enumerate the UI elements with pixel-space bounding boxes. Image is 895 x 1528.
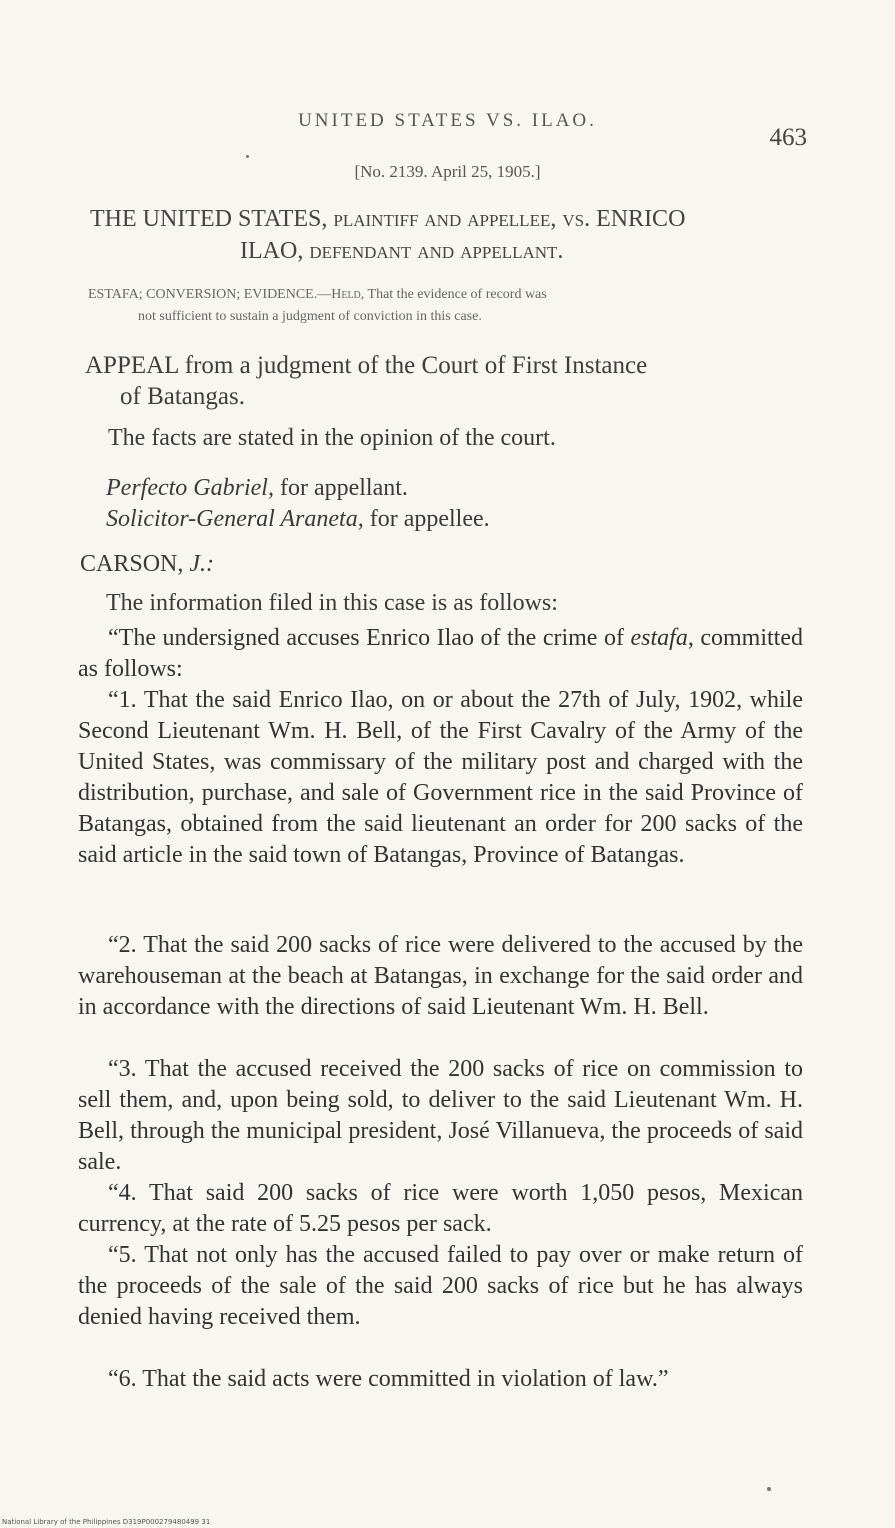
case-number: [No. 2139. April 25, 1905.] [354,162,541,181]
counsel-appellant [106,473,408,504]
counsel-appellee [106,504,490,535]
syllabus-heading: ESTAFA; CONVERSION; EVIDENCE.—Held, [88,287,365,302]
opinion-paragraph-3: “3. That the accused received the 200 sacks of rice on commission to sell them, and, upon being sold, to deliver to the said Lieutenant Wm. H. Bell, through the municipal president, José Villanueva, the proceeds of said sale. [78,1056,803,1175]
opinion-paragraph-6: “6. That the said acts were committed in violation of law.” [108,1366,669,1392]
opinion-paragraph-2: “2. That the said 200 sacks of rice were delivered to the accused by the warehouseman at the beach at Batangas, in exchange for the said order and in accordance with the directions of said Lieutenant Wm. H. Bell. [78,932,803,1020]
syllabus-line1: That the evidence of record was [364,287,547,302]
judge-line [80,549,214,580]
appellee-counsel-role: for appellee. [363,506,490,532]
syllabus [88,284,813,328]
running-head: UNITED STATES VS. ILAO. [298,110,597,131]
opinion-paragraph-0 [78,623,803,685]
opinion-intro: The information filed in this case is as follows: [106,590,558,616]
judge-title: J.: [183,551,215,577]
syllabus-line2: not sufficient to sustain a judgment of conviction in this case. [138,309,482,324]
scan-speck [767,1487,771,1491]
page-number: 463 [769,124,807,151]
scan-speck [246,155,249,158]
opinion-paragraph-1: “1. That the said Enrico Ilao, on or about the 27th of July, 1902, while Second Lieutenant Wm. H. Bell, of the First Cavalry of the Army of the United States, was commissary of the military post and charged with the distribution, purchase, and sale of Government rice in the said Province of Batangas, obtained from the said lieutenant an order for 200 sacks of the said article in the said town of Batangas, Province of Batangas. [78,687,803,868]
p0-term: estafa [630,625,688,651]
footer-watermark: National Library of the Philippines D319P000279480499 31 [2,1518,211,1526]
opinion-paragraph-5: “5. That not only has the accused failed to pay over or make return of the proceeds of the sale of the said 200 sacks of rice but he has always denied having received them. [78,1242,803,1330]
opinion-paragraph-4: “4. That said 200 sacks of rice were worth 1,050 pesos, Mexican currency, at the rate of 5.25 pesos per sack. [78,1180,803,1237]
appellant-counsel-name: Perfecto Gabriel, [106,475,274,501]
appeal-statement [85,350,815,412]
case-title-line2: ILAO, defendant and appellant. [240,238,564,264]
appeal-line1: APPEAL from a judgment of the Court of First Instance [85,352,648,379]
case-title-line1: THE UNITED STATES, plaintiff and appellee, vs. ENRICO [90,206,686,232]
p0-text-c: , committed as follows: [78,625,803,682]
facts-statement: The facts are stated in the opinion of the court. [108,425,556,451]
judge-name: CARSON, [80,551,184,577]
appellee-counsel-name: Solicitor-General Araneta, [106,506,364,532]
case-title [90,203,820,267]
appeal-line2: of Batangas. [120,383,245,410]
appellant-counsel-role: for appellant. [273,475,408,501]
p0-text-a: “The undersigned accuses Enrico Ilao of the crime of [108,625,631,651]
